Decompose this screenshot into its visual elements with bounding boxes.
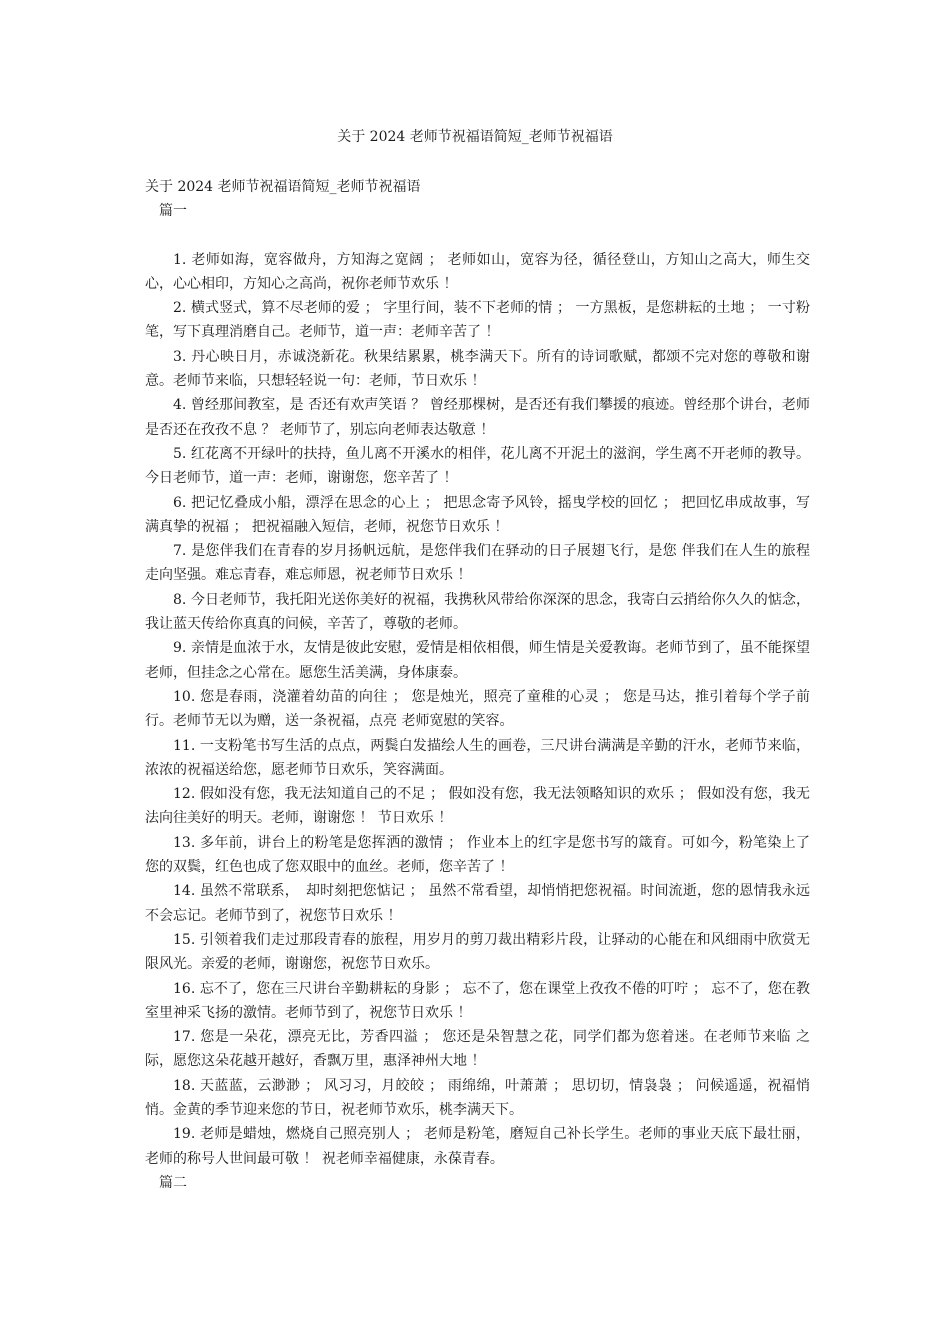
- list-item: 11. 一支粉笔书写生活的点点，两鬓白发描绘人生的画卷，三尺讲台满满是辛勤的汗水，老师节来临，浓浓的祝福送给您，愿老师节日欢乐，笑容满面。: [145, 737, 810, 778]
- list-item: 13. 多年前，讲台上的粉笔是您挥洒的激情 ； 作业本上的红字是您书写的箴育。可如今，粉笔染上了您的双鬓，红色也成了您双眼中的血丝。老师，您辛苦了 ！: [145, 834, 810, 876]
- page-title: 关于 2024 老师节祝福语简短_老师节祝福语: [337, 129, 613, 145]
- section-label-2: 篇二: [159, 1174, 187, 1191]
- list-item: 9. 亲情是血浓于水，友情是彼此安慰，爱情是相依相偎，师生情是关爱教诲。老师节到了，虽不能探望老师，但挂念之心常在。愿您生活美满，身体康泰。: [145, 640, 810, 681]
- list-item: 14. 虽然不常联系， 却时刻把您惦记 ； 虽然不常看望，却悄悄把您祝福。时间流逝，您的恩情我永远不会忘记。老师节到了，祝您节日欢乐 ！: [145, 883, 810, 924]
- list-item: 7. 是您伴我们在青春的岁月扬帆远航，是您伴我们在驿动的日子展翅飞行，是您 伴我们在人生的旅程走向坚强。难忘青春，难忘师恩，祝老师节日欢乐 ！: [145, 543, 810, 584]
- list-item: 1. 老师如海，宽容做舟，方知海之宽阔 ； 老师如山，宽容为径，循径登山，方知山之高大，师生交心，心心相印，方知心之高尚，祝你老师节欢乐 ！: [145, 251, 810, 292]
- list-item: 2. 横式竖式，算不尽老师的爱 ； 字里行间，装不下老师的情 ； 一方黑板，是您耕耘的土地 ； 一寸粉笔，写下真理消磨自己。老师节，道一声：老师辛苦了 ！: [145, 300, 810, 341]
- list-item: 10. 您是春雨，浇灌着幼苗的向往 ； 您是烛光，照亮了童稚的心灵 ； 您是马达，推引着每个学子前行。老师节无以为赠，送一条祝福，点亮 老师宽慰的笑容。: [145, 688, 810, 730]
- list-item: 19. 老师是蜡烛，燃烧自己照亮别人 ； 老师是粉笔，磨短自己补长学生。老师的事业天底下最壮丽，老师的称号人世间最可敬 ！ 祝老师幸福健康，永葆青春。: [145, 1126, 810, 1167]
- list-item: 4. 曾经那间教室，是 否还有欢声笑语 ？ 曾经那棵树，是否还有我们攀援的痕迹。曾经那个讲台，老师是否还在孜孜不息 ？ 老师节了，别忘向老师表达敬意 ！: [145, 397, 810, 438]
- section-label-1: 篇一: [159, 203, 187, 220]
- list-item: 12. 假如没有您，我无法知道自己的不足 ； 假如没有您，我无法领略知识的欢乐 ； 假如没有您，我无法向往美好的明天。老师，谢谢您 ！ 节日欢乐 ！: [145, 786, 810, 827]
- list-item: 5. 红花离不开绿叶的扶持，鱼儿离不开溪水的相伴，花儿离不开泥土的滋润，学生离不开老师的教导。今日老师节，道一声：老师，谢谢您，您辛苦了 ！: [145, 445, 810, 487]
- list-item: 8. 今日老师节，我托阳光送你美好的祝福，我携秋风带给你深深的思念，我寄白云捎给你久久的惦念，我让蓝天传给你真真的问候，辛苦了，尊敬的老师。: [145, 591, 810, 633]
- list-item: 18. 天蓝蓝，云渺渺 ； 风习习，月皎皎 ； 雨绵绵，叶萧萧 ； 思切切，情袅袅 ； 问候遥遥，祝福悄悄。金黄的季节迎来您的节日，祝老师节欢乐，桃李满天下。: [145, 1077, 810, 1118]
- list-item: 3. 丹心映日月，赤诚浇新花。秋果结累累，桃李满天下。所有的诗词歌赋，都颂不完对您的尊敬和谢意。老师节来临，只想轻轻说一句：老师，节日欢乐 ！: [145, 348, 810, 390]
- document-heading: 关于 2024 老师节祝福语简短_老师节祝福语: [145, 179, 421, 195]
- list-item: 17. 您是一朵花，漂亮无比，芳香四溢 ； 您还是朵智慧之花，同学们都为您着迷。在老师节来临 之际，愿您这朵花越开越好，香飘万里，惠泽神州大地 ！: [145, 1029, 810, 1070]
- list-item: 16. 忘不了，您在三尺讲台辛勤耕耘的身影 ； 忘不了，您在课堂上孜孜不倦的叮咛 ； 忘不了，您在教室里神采飞扬的激情。老师节到了，祝您节日欢乐 ！: [145, 980, 810, 1021]
- document-body: [145, 175, 810, 1195]
- list-item: 6. 把记忆叠成小船，漂浮在思念的心上 ； 把思念寄予风铃，摇曳学校的回忆 ； 把回忆串成故事，写满真挚的祝福 ； 把祝福融入短信，老师，祝您节日欢乐 ！: [145, 494, 810, 535]
- list-item: 15. 引领着我们走过那段青春的旅程，用岁月的剪刀裁出精彩片段，让驿动的心能在和风细雨中欣赏无限风光。亲爱的老师，谢谢您，祝您节日欢乐。: [145, 931, 810, 973]
